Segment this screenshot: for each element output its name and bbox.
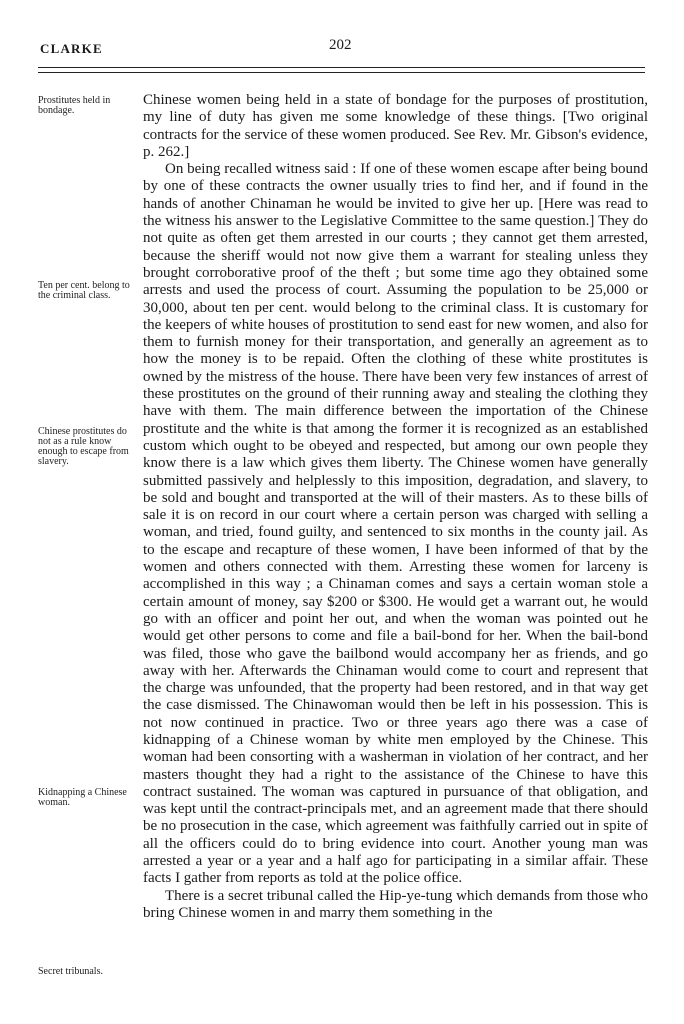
margin-note-prostitutes-held: Prostitutes held in bondage. — [38, 95, 111, 116]
margin-note-kidnapping: Kidnapping a Chinese woman. — [38, 787, 127, 808]
page-number: 202 — [329, 37, 352, 53]
header-rule-bottom — [38, 72, 645, 73]
header-rule-top — [38, 67, 645, 68]
paragraph-3: There is a secret tribunal called the Hip-ye-tung which demands from those who bring Chinese women in and marry them something in the — [143, 887, 648, 921]
body-text — [143, 92, 648, 922]
running-head: CLARKE — [40, 41, 103, 56]
margin-note-chinese-prostitutes: Chinese prostitutes do not as a rule know enough to escape from slavery. — [38, 426, 129, 467]
margin-note-ten-per-cent: Ten per cent. belong to the criminal class. — [38, 280, 130, 301]
paragraph-2: On being recalled witness said : If one of these women escape after being bound by one of these contracts the owner usually tries to find her, and if found in the hands of another Chinaman he would be invited to give her up. [Here was read to the witness his answer to the Legislative Committee to the same question.] They do not quite as often get them arrested in our courts ; they cannot get them arrested, because the sheriff would not now give them a warrant for stealing unless they brought corroborative proof of the theft ; but some time ago they obtained some arrests and used the process of court. Assuming the population to be 25,000 or 30,000, about ten per cent. would belong to the criminal class. It is customary for the keepers of white houses of prostitution to send east for new women, and also for them to furnish money for their transportation, and generally an agreement as to how the money is to be repaid. Often the clothing of these white prostitutes is owned by the mistress of the house. There have been very few instances of arrest of these prostitutes on the ground of their running away and stealing the clothing they have with them. The main difference between the importation of the Chinese prostitute and the white is that among the former it is recognized as an established custom which ought to be obeyed and respected, but among our own people they know there is a law which gives them liberty. The Chinese women have generally submitted passively and helplessly to this imposition, degradation, and slavery, to be sold and bought and transported at the will of their masters. As to these bills of sale it is on record in our court where a certain person was charged with selling a woman, and tried, found guilty, and sentenced to six months in the county jail. As to the escape and recapture of these women, I have been informed of that by the women and others connected with them. Arresting these women for larceny is accomplished in this way ; a Chinaman comes and says a certain woman stole a certain amount of money, say $200 or $300. He would get a warrant out, he would go with an officer and point her out, and when the woman was pointed out he would get other persons to come and file a bail-bond for her. When the bail-bond was filed, those who gave the bailbond would accompany her as friends, and go away with her. Afterwards the Chinaman would come to court and represent that the charge was unfounded, that the property had been restored, and in that way get the case dismissed. The Chinawoman would then be left in his possession. This is not now continued in practice. Two or three years ago there was a case of kidnapping of a Chinese woman by white men employed by the Chinese. This woman had been consorting with a washerman in violation of her contract, and her masters thought they had a right to the assistance of the Chinese to have this contract sustained. The woman was captured in pursuance of that obligation, and was kept until the contract-principals met, and an agreement made that there should be no prosecution in the case, which agreement was faithfully carried out in spite of all the officers could do to bring evidence into court. Another young man was arrested a year or a year and a half ago for participating in a similar affair. These facts I gather from reports as told at the police office. — [143, 161, 648, 887]
paragraph-1: Chinese women being held in a state of bondage for the purposes of prostitution, my line of duty has given me some knowledge of these things. [Two original contracts for the service of these women produced. See Rev. Mr. Gibson's evidence, p. 262.] — [143, 92, 648, 160]
margin-note-secret-tribunals: Secret tribunals. — [38, 966, 103, 977]
